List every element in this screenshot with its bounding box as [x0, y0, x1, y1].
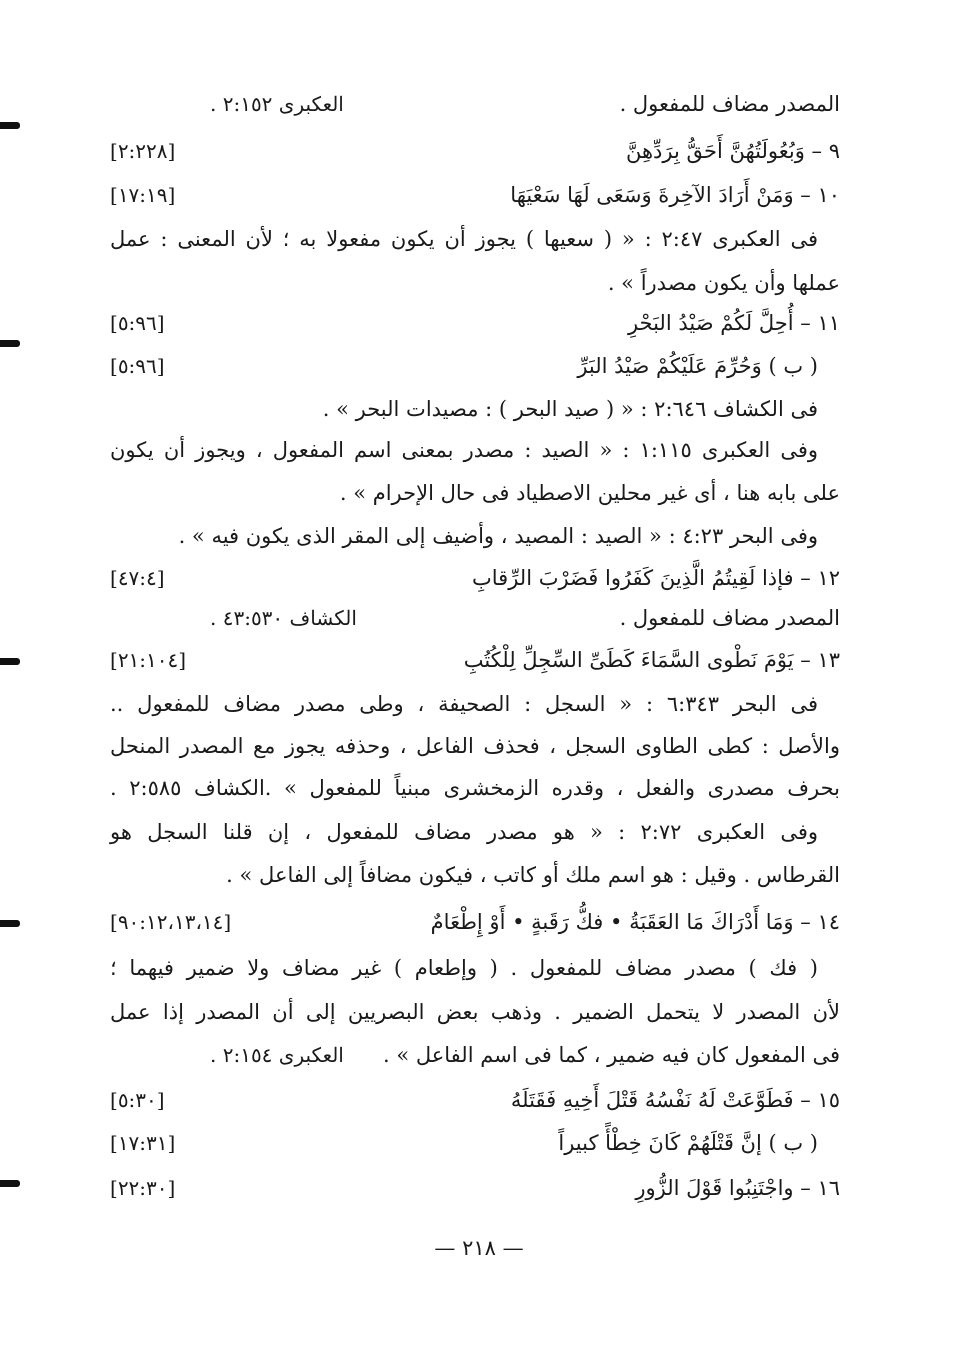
text-line: وفى العكبرى ٢:٧٢ : « هو مصدر مضاف للمفعول ، إن قلنا السجل هو: [110, 820, 818, 844]
source-reference: العكبرى ٢:١٥٢ .: [210, 92, 344, 116]
text-line: القرطاس . وقيل : هو اسم ملك أو كاتب ، فيكون مضافاً إلى الفاعل » .: [226, 863, 840, 887]
text-line: بحرف مصدرى والفعل ، وقدره الزمخشرى مبنياً للمفعول » .الكشاف ٢:٥٨٥ .: [110, 776, 840, 800]
verse-reference: [٩٠:١٢،١٣،١٤]: [110, 910, 232, 934]
text-line: المصدر مضاف للمفعول . الكشاف ٤٣:٥٣٠ .: [110, 598, 840, 638]
margin-mark: [0, 122, 20, 129]
margin-mark: [0, 658, 20, 665]
verse-reference: [٥:٩٦]: [110, 311, 165, 335]
verse-line: ١٣ – يَوْمَ نَطْوى السَّمَاءَ كَطَىِّ السِّجِلِّ لِلْكُتُبِ [٢١:١٠٤]: [110, 640, 840, 680]
text-line: ( فك ) مصدر مضاف للمفعول . ( وإطعام ) غير مضاف ولا ضمير فيهما ؛: [110, 956, 818, 980]
text-line: فى العكبرى ٢:٤٧ : « ( سعيها ) يجوز أن يكون مفعولا به ؛ لأن المعنى : عمل: [110, 227, 818, 251]
text-line: والأصل : كطى الطاوى السجل ، فحذف الفاعل ، وحذفه يجوز مع المصدر المنحل: [110, 734, 840, 758]
verse-reference: [٢:٢٢٨]: [110, 139, 176, 163]
verse-reference: [٢١:١٠٤]: [110, 648, 187, 672]
verse-line: ٩ – وَبُعُولَتُهُنَّ أَحَقُّ بِرَدِّهِنَّ [٢:٢٢٨]: [110, 131, 840, 171]
text-line: على بابه هنا ، أى غير محلين الاصطياد فى حال الإحرام » .: [339, 481, 840, 505]
text-line: فى الكشاف ٢:٦٤٦ : « ( صيد البحر ) : مصيدات البحر » .: [322, 397, 818, 421]
text-line: عملها وأن يكون مصدراً » .: [607, 271, 840, 295]
verse-line: ( ب ) وَحُرِّمَ عَلَيْكُمْ صَيْدُ البَرِّ [٥:٩٦]: [110, 346, 840, 386]
verse-reference: [٢٢:٣٠]: [110, 1176, 176, 1200]
verse-line: ١٥ – فَطَوَّعَتْ لَهُ نَفْسُهُ قَتْلَ أَخِيهِ فَقَتَلَهُ [٥:٣٠]: [110, 1080, 840, 1120]
text-line: لأن المصدر لا يتحمل الضمير . وذهب بعض البصريين إلى أن المصدر إذا عمل: [110, 1000, 840, 1024]
verse-line: ١٢ – فإذا لَقِيتُمُ الَّذِينَ كَفَرُوا فَضَرْبَ الرِّقابِ [٤٧:٤]: [110, 558, 840, 598]
verse-line: ( ب ) إنَّ قَتْلَهُمْ كَانَ خِطْأً كبيراً [١٧:٣١]: [110, 1123, 840, 1163]
verse-line: ١٤ – وَمَا أَدْرَاكَ مَا العَقَبَةُ • فكُّ رَقَبةٍ • أَوْ إِطْعَامٌ [٩٠:١٢،١٣،١٤]: [110, 902, 840, 942]
source-reference: الكشاف ٤٣:٥٣٠ .: [210, 606, 357, 630]
verse-reference: [١٧:٣١]: [110, 1131, 176, 1155]
verse-reference: [٥:٩٦]: [110, 354, 165, 378]
verse-reference: [١٧:١٩]: [110, 183, 176, 207]
text-line: فى المفعول كان فيه ضمير ، كما فى اسم الفاعل » . العكبرى ٢:١٥٤ .: [110, 1035, 840, 1075]
text-line: وفى العكبرى ١:١١٥ : « الصيد : مصدر بمعنى اسم المفعول ، ويجوز أن يكون: [110, 438, 818, 462]
source-reference: العكبرى ٢:١٥٤ .: [210, 1043, 344, 1067]
margin-mark: [0, 1180, 20, 1187]
verse-reference: [٤٧:٤]: [110, 566, 165, 590]
verse-line: ١٦ – واجْتَنِبُوا قَوْلَ الزُّورِ [٢٢:٣٠]: [110, 1168, 840, 1208]
margin-mark: [0, 340, 20, 347]
margin-mark: [0, 920, 20, 927]
text-line: وفى البحر ٤:٢٣ : « الصيد : المصيد ، وأضيف إلى المقر الذى يكون فيه » .: [178, 524, 818, 548]
verse-reference: [٥:٣٠]: [110, 1088, 165, 1112]
page-number: — ٢١٨ —: [434, 1236, 524, 1260]
text-line: المصدر مضاف للمفعول . العكبرى ٢:١٥٢ .: [110, 84, 840, 124]
verse-line: ١١ – أُحِلَّ لَكُمْ صَيْدُ البَحْرِ [٥:٩٦]: [110, 303, 840, 343]
verse-line: ١٠ – وَمَنْ أَرَادَ الآخِرةَ وَسَعَى لَهَا سَعْيَهَا [١٧:١٩]: [110, 175, 840, 215]
text-line: فى البحر ٦:٣٤٣ : « السجل : الصحيفة ، وطى مصدر مضاف للمفعول ..: [110, 692, 818, 716]
